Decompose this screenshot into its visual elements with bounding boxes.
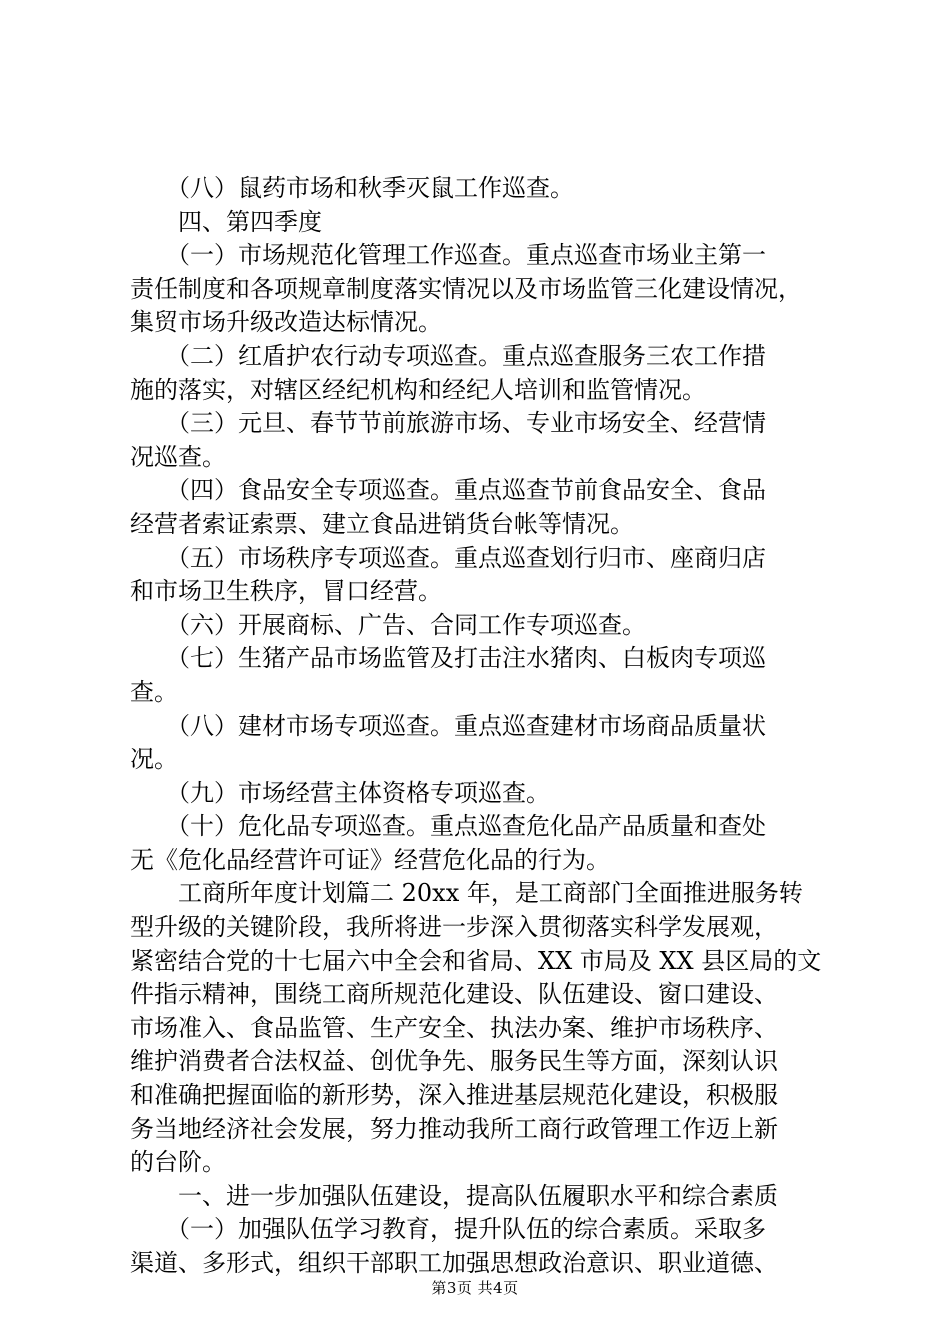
text-line: 市场准入、食品监管、生产安全、执法办案、维护市场秩序、	[130, 1013, 778, 1042]
text-line: （八）建材市场专项巡查。重点巡查建材市场商品质量状	[130, 711, 766, 740]
text-line: 工商所年度计划篇二 20xx 年，是工商部门全面推进服务转	[130, 879, 803, 908]
text-line: 务当地经济社会发展，努力推动我所工商行政管理工作迈上新	[130, 1114, 778, 1143]
text-line: （二）红盾护农行动专项巡查。重点巡查服务三农工作措	[130, 341, 766, 370]
text-line: 和市场卫生秩序，冒口经营。	[130, 577, 442, 606]
page-footer: 第3页 共4页	[431, 1279, 519, 1297]
text-line: （九）市场经营主体资格专项巡查。	[130, 778, 550, 807]
text-line: 四、第四季度	[130, 207, 322, 236]
text-line: 紧密结合党的十七届六中全会和省局、XX 市局及 XX 县区局的文	[130, 946, 822, 975]
text-line: （八）鼠药市场和秋季灭鼠工作巡查。	[130, 174, 574, 202]
text-line: 维护消费者合法权益、创优争先、服务民生等方面，深刻认识	[130, 1047, 778, 1076]
text-line: 责任制度和各项规章制度落实情况以及市场监管三化建设情况，	[130, 274, 802, 303]
text-line: （六）开展商标、广告、合同工作专项巡查。	[130, 610, 646, 639]
text-line: 无《危化品经营许可证》经营危化品的行为。	[130, 845, 610, 874]
text-line: 况。	[130, 745, 178, 774]
text-line: （三）元旦、春节节前旅游市场、专业市场安全、经营情	[130, 409, 766, 438]
text-line: 集贸市场升级改造达标情况。	[130, 308, 442, 337]
text-line: 渠道、多形式，组织干部职工加强思想政治意识、职业道德、	[130, 1249, 778, 1277]
text-line: 件指示精神，围绕工商所规范化建设、队伍建设、窗口建设、	[130, 980, 778, 1009]
text-line: 况巡查。	[130, 442, 226, 471]
text-line: 的台阶。	[130, 1148, 226, 1177]
text-line: 和准确把握面临的新形势，深入推进基层规范化建设，积极服	[130, 1081, 778, 1110]
text-line: 一、进一步加强队伍建设，提高队伍履职水平和综合素质	[130, 1181, 778, 1210]
text-line: 施的落实，对辖区经纪机构和经纪人培训和监管情况。	[130, 375, 706, 404]
text-line: （七）生猪产品市场监管及打击注水猪肉、白板肉专项巡	[130, 644, 766, 673]
text-line: 型升级的关键阶段，我所将进一步深入贯彻落实科学发展观，	[130, 913, 778, 942]
text-line: 查。	[130, 677, 178, 706]
text-line: （一）市场规范化管理工作巡查。重点巡查市场业主第一	[130, 241, 766, 270]
text-line: （十）危化品专项巡查。重点巡查危化品产品质量和查处	[130, 812, 766, 841]
document-body	[130, 172, 830, 1281]
text-line: （四）食品安全专项巡查。重点巡查节前食品安全、食品	[130, 476, 766, 505]
text-line: （一）加强队伍学习教育，提升队伍的综合素质。采取多	[130, 1215, 766, 1244]
text-line: （五）市场秩序专项巡查。重点巡查划行归市、座商归店	[130, 543, 766, 572]
text-line: 经营者索证索票、建立食品进销货台帐等情况。	[130, 509, 634, 538]
